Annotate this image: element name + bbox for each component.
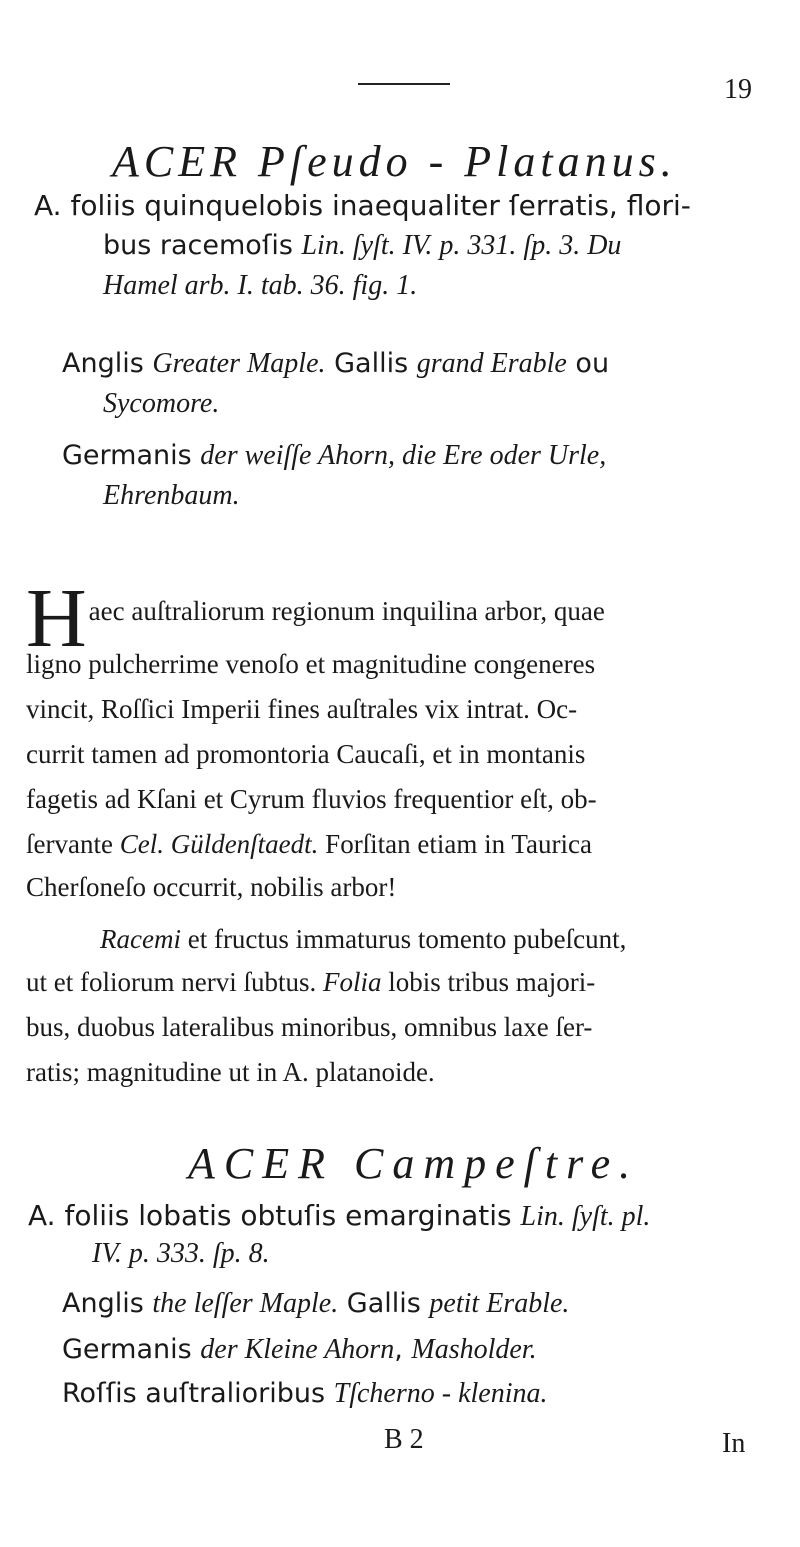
lang-label: Germanis <box>62 440 201 471</box>
paragraph-text: lobis tribus majori- <box>381 967 596 997</box>
common-name: Tſcherno - klenina. <box>333 1378 548 1409</box>
common-name: der weiſſe Ahorn, die Ere oder Urle, <box>200 440 607 471</box>
citation-text: Hamel arb. I. tab. 36. fig. 1. <box>103 270 418 301</box>
english-name-line <box>62 344 609 384</box>
paragraph-line <box>100 920 626 960</box>
common-name: petit Erable. <box>429 1288 570 1319</box>
page-number: 19 <box>724 74 752 105</box>
paragraph-line: ligno pulcherrime venoſo et magnitudine congeneres <box>26 649 596 679</box>
paragraph-line: Cherſoneſo occurrit, nobilis arbor! <box>26 872 397 902</box>
paragraph-line: currit tamen ad promontoria Caucaſi, et in montanis <box>26 739 586 769</box>
english-name-line <box>62 1284 569 1324</box>
citation-text: IV. p. 333. ſp. 8. <box>92 1238 270 1269</box>
conjunction: ou <box>566 348 610 379</box>
common-name: Masholder. <box>411 1334 537 1365</box>
lang-label: Germanis <box>62 1334 201 1365</box>
german-name-line <box>103 476 240 516</box>
common-name: Greater Maple. <box>152 348 326 379</box>
russian-name-line <box>62 1374 548 1414</box>
paragraph-text: ſervante <box>26 829 120 859</box>
paragraph-line: bus, duobus lateralibus minoribus, omnibus laxe ſer- <box>26 1012 593 1042</box>
common-name: Sycomore. <box>103 388 220 419</box>
catchword: In <box>722 1428 746 1459</box>
drop-cap: H <box>26 572 87 665</box>
common-name: the leſſer Maple. <box>152 1288 339 1319</box>
description-line <box>34 186 691 226</box>
lang-label: Anglis <box>62 1288 153 1319</box>
species-title-pseudo-platanus: ACER Pſeudo - Platanus. <box>112 137 677 186</box>
paragraph-line: aec auſtraliorum regionum inquilina arbor, quae <box>88 596 605 626</box>
german-name-line <box>62 436 606 476</box>
description-text: A. foliis quinquelobis inaequaliter ſerratis, flori- <box>34 189 691 222</box>
common-name: der Kleine Ahorn <box>200 1334 395 1365</box>
paragraph-text: Forſitan etiam in Taurica <box>318 829 592 859</box>
paragraph-text: ut et foliorum nervi ſubtus. <box>26 967 323 997</box>
signature-mark: B 2 <box>384 1424 424 1455</box>
paragraph-line: ratis; magnitudine ut in A. platanoide. <box>26 1057 435 1087</box>
german-name-line <box>62 1330 537 1370</box>
header-rule <box>358 83 450 85</box>
description-text: bus racemoſis <box>103 230 302 261</box>
description-line <box>28 1196 650 1237</box>
species-title-campestre: ACER Campeſtre. <box>188 1139 640 1188</box>
common-name: grand Erable <box>416 348 567 379</box>
lang-label: Roſſis auſtralioribus <box>62 1378 334 1409</box>
paragraph-line <box>26 825 592 865</box>
common-name: Ehrenbaum. <box>103 480 240 511</box>
term-italic: Racemi <box>100 924 181 954</box>
term-italic: Folia <box>322 967 382 997</box>
description-line <box>92 1234 270 1274</box>
separator: , <box>394 1334 412 1365</box>
description-text: A. foliis lobatis obtuſis emarginatis <box>28 1199 521 1232</box>
paragraph-text: et fructus immaturus tomento pubeſcunt, <box>180 924 627 954</box>
paragraph-line: vincit, Roſſici Imperii fines auſtrales vix intrat. Oc- <box>26 694 578 724</box>
lang-label: Anglis <box>62 348 153 379</box>
paragraph-line: fagetis ad Kſani et Cyrum fluvios frequentior eſt, ob- <box>26 784 597 814</box>
french-name-line <box>103 384 219 424</box>
author-citation: Cel. Güldenſtaedt. <box>119 829 319 859</box>
citation-text: Lin. ſyſt. pl. <box>520 1201 651 1232</box>
description-line <box>103 266 417 306</box>
lang-label: Gallis <box>325 348 417 379</box>
paragraph-line <box>26 963 595 1003</box>
description-line <box>103 226 621 266</box>
lang-label: Gallis <box>338 1288 430 1319</box>
citation-text: Lin. ſyſt. IV. p. 331. ſp. 3. Du <box>301 230 622 261</box>
